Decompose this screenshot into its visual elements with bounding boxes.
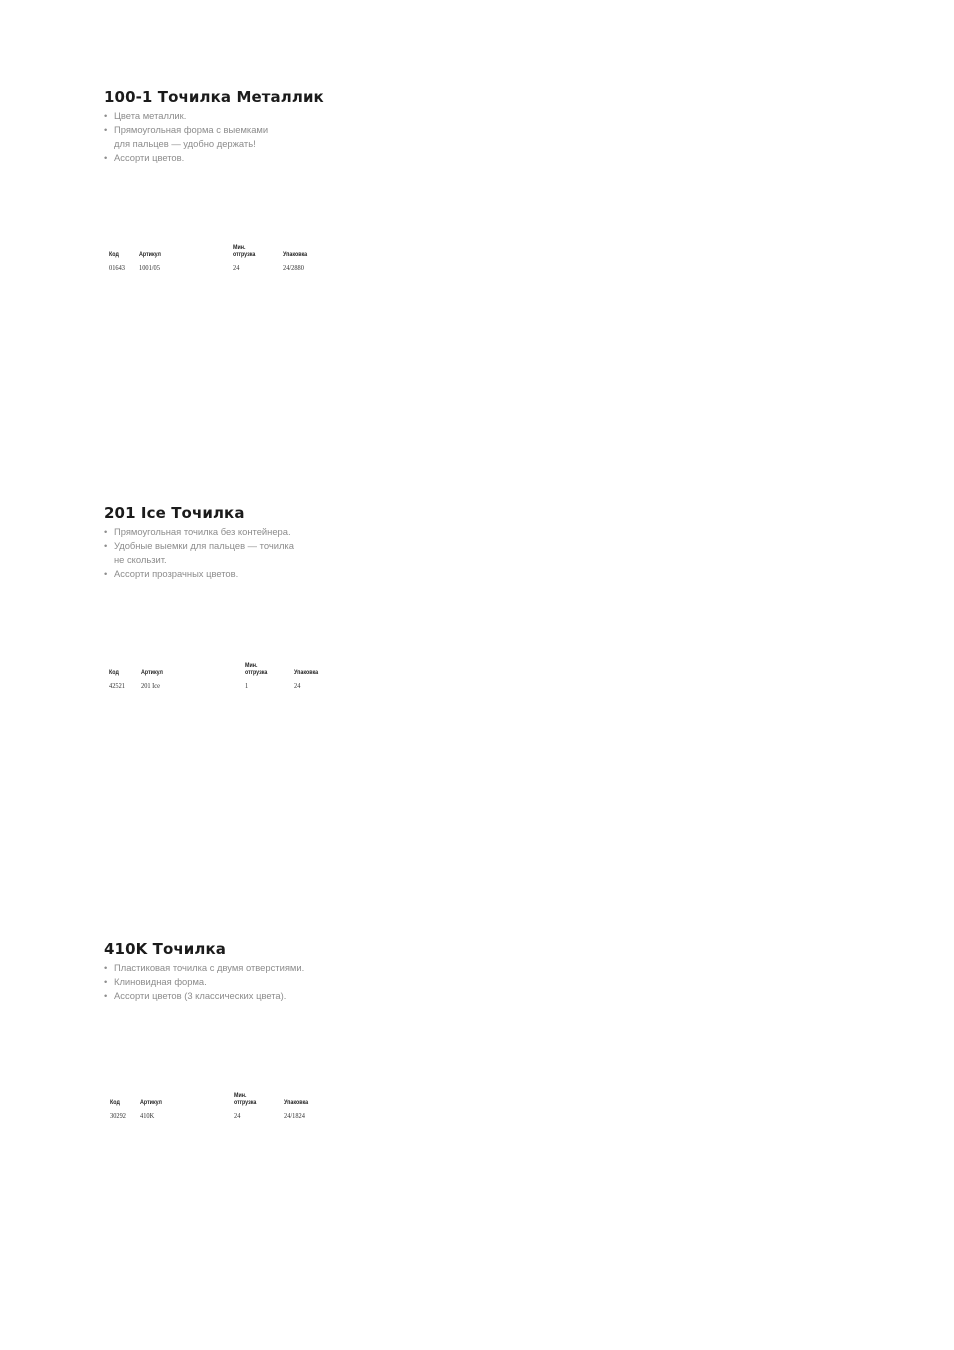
cell-article: 201 Ice [141,681,160,690]
product-title: 410K Точилка [104,940,226,958]
product-title: 100-1 Точилка Металлик [104,88,324,106]
product-title: 201 Ice Точилка [104,504,245,522]
feature-item: • Клиновидная форма. [104,975,304,989]
spec-table-header [108,658,368,676]
feature-list [104,961,304,1003]
header-article: Артикул [139,251,161,258]
cell-min-shipment: 1 [245,681,249,690]
cell-article: 410K [140,1111,155,1120]
header-code: Код [109,251,119,258]
header-pack: Упаковка [284,1099,309,1106]
product-block-410k [104,940,309,1120]
header-min-shipment: Мин. отгрузка [234,1092,257,1106]
cell-code: 01643 [109,263,125,272]
product-block-201-ice [104,504,319,690]
feature-list [104,109,324,165]
header-article: Артикул [141,669,163,676]
feature-item: • Ассорти цветов (3 классических цвета). [104,989,304,1003]
spec-table-header [108,1088,368,1106]
feature-item: • Пластиковая точилка с двумя отверстиями. [104,961,304,975]
header-code: Код [109,669,119,676]
cell-pack: 24/1824 [284,1111,305,1120]
spec-table-header [108,240,368,258]
header-pack: Упаковка [283,251,308,258]
header-pack: Упаковка [294,669,319,676]
product-block-100-1 [104,88,324,272]
cell-min-shipment: 24 [233,263,240,272]
feature-item: • Удобные выемки для пальцев — точилка не скользит. [104,539,294,567]
header-min-shipment: Мин. отгрузка [233,244,256,258]
feature-list [104,525,294,581]
cell-code: 30292 [110,1111,126,1120]
spec-table-row [108,263,368,273]
feature-item: • Цвета металлик. [104,109,324,123]
cell-article: 1001/05 [139,263,160,272]
spec-table-row [108,1111,368,1121]
cell-code: 42521 [109,681,125,690]
header-min-shipment: Мин. отгрузка [245,662,268,676]
feature-item: • Ассорти цветов. [104,151,324,165]
header-article: Артикул [140,1099,162,1106]
feature-item: • Прямоугольная форма с выемками для пальцев — удобно держать! [104,123,324,151]
spec-table-row [108,681,368,691]
feature-item: • Ассорти прозрачных цветов. [104,567,294,581]
header-code: Код [110,1099,120,1106]
feature-item: • Прямоугольная точилка без контейнера. [104,525,294,539]
cell-pack: 24/2880 [283,263,304,272]
cell-min-shipment: 24 [234,1111,241,1120]
cell-pack: 24 [294,681,301,690]
